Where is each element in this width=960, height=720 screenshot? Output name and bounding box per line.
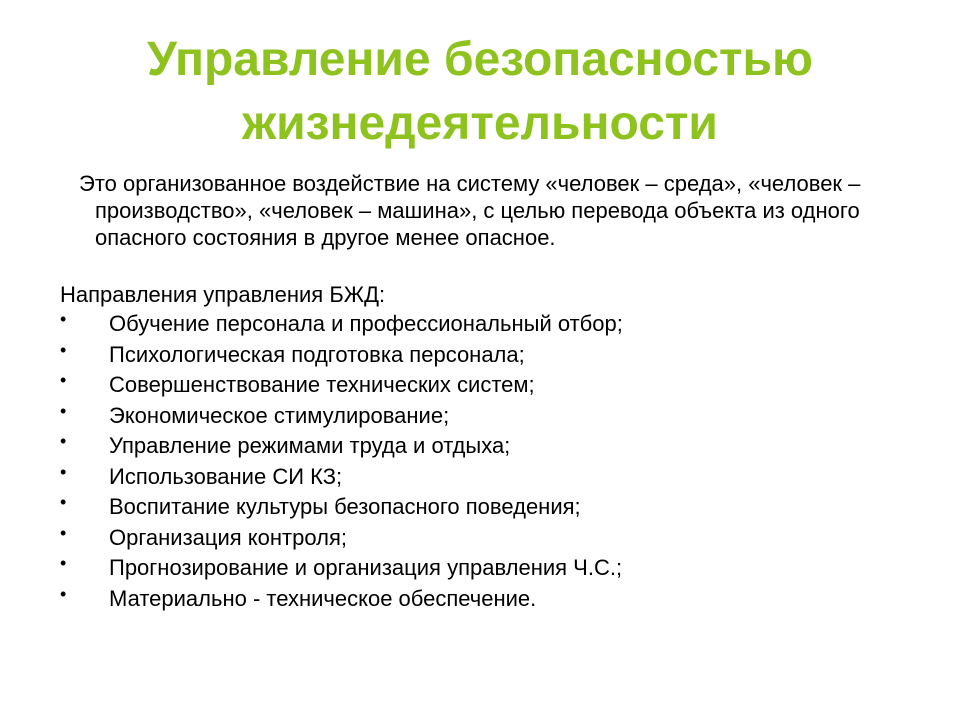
list-item <box>60 431 920 462</box>
bullet-icon: • <box>60 583 67 604</box>
slide-title-line-2: жизнедеятельности <box>242 97 718 150</box>
bullet-icon: • <box>60 522 67 543</box>
bullet-icon: • <box>60 339 67 360</box>
list-item <box>60 370 920 401</box>
slide-title-line-1: Управление безопасностью <box>146 33 814 86</box>
slide-title <box>40 28 920 156</box>
list-item <box>60 340 920 371</box>
list-item <box>60 584 920 615</box>
bullet-list <box>60 309 920 614</box>
bullet-icon: • <box>60 400 67 421</box>
list-item-text: Совершенствование технических систем; <box>109 372 535 397</box>
list-item-text: Материально - техническое обеспечение. <box>109 585 537 611</box>
list-item <box>60 462 920 493</box>
list-item <box>60 309 920 340</box>
bullet-icon: • <box>60 370 67 390</box>
list-item <box>60 492 920 523</box>
list-item <box>60 523 920 554</box>
list-item-text: Психологическая подготовка персонала; <box>109 341 525 367</box>
bullet-icon: • <box>60 461 67 482</box>
list-item-text: Обучение персонала и профессиональный отбор; <box>109 311 623 336</box>
list-item-text: Управление режимами труда и отдыха; <box>109 433 511 458</box>
list-item-text: Прогнозирование и организация управления Ч.С.; <box>109 555 623 580</box>
bullet-icon: • <box>60 309 67 329</box>
bullet-icon: • <box>60 492 67 512</box>
list-item-text: Организация контроля; <box>109 524 347 550</box>
list-item <box>60 553 920 584</box>
bullet-icon: • <box>60 431 67 451</box>
section-heading: Направления управления БЖД: <box>60 282 386 307</box>
definition-paragraph: Это организованное воздействие на систему «человек – среда», «человек – производство», «человек – машина», с целью перевода объекта из одного опасного состояния в другое менее опасное. <box>79 171 861 250</box>
list-item <box>60 401 920 432</box>
list-item-text: Воспитание культуры безопасного поведения; <box>109 494 581 519</box>
list-item-text: Использование СИ КЗ; <box>109 463 343 489</box>
bullet-icon: • <box>60 553 67 573</box>
list-item-text: Экономическое стимулирование; <box>109 402 450 428</box>
